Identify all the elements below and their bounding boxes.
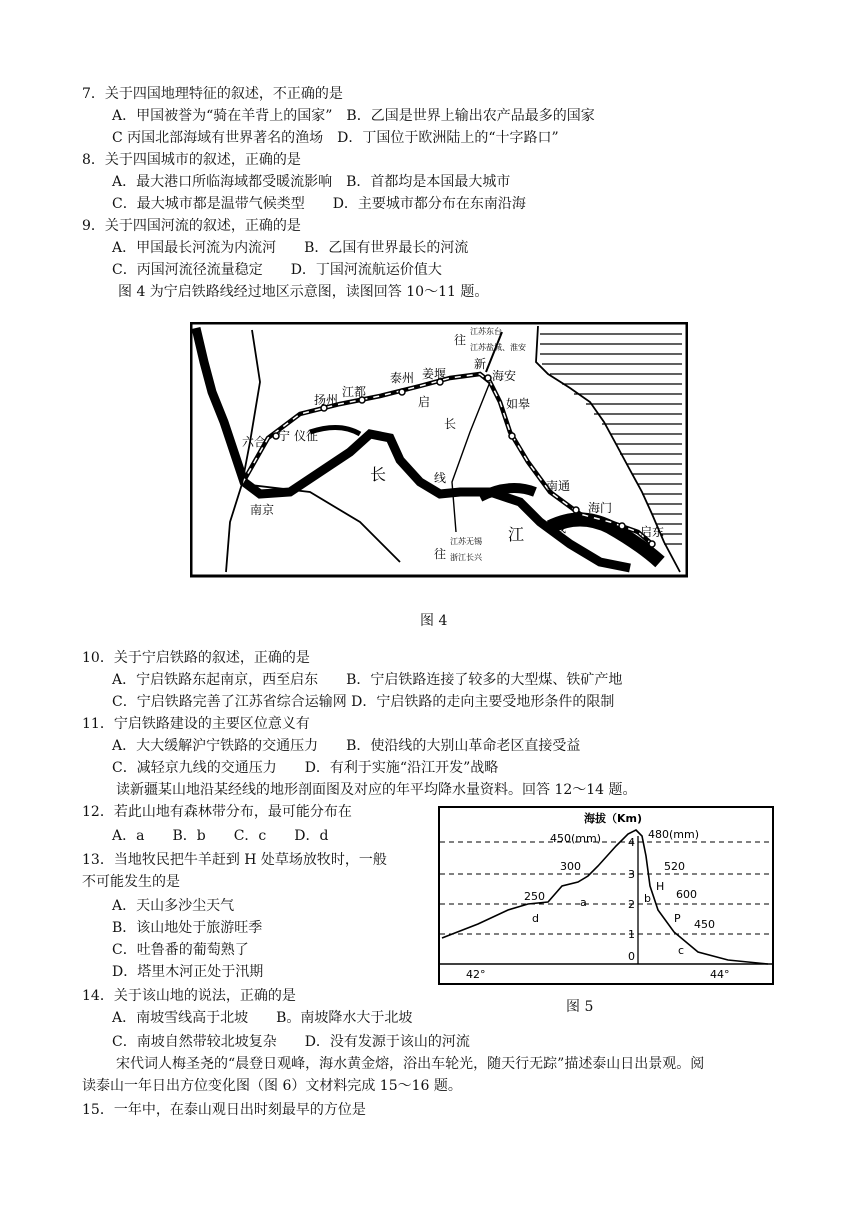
- fig5-precip-480: 480(mm): [648, 828, 700, 841]
- fig5-ytick-4: 4: [628, 836, 635, 849]
- label-xin: 新: [474, 357, 487, 371]
- q11-options-ab: A．大大缓解沪宁铁路的交通压力 B．使沿线的大别山革命老区直接受益: [112, 738, 581, 754]
- q9-options-cd: C．丙国河流径流量稳定 D．丁国河流航运价值大: [112, 262, 442, 278]
- q7-options-ab: A．甲国被誉为“骑在羊背上的国家” B．乙国是世界上输出农产品最多的国家: [112, 108, 595, 124]
- q10-options-ab: A．宁启铁路东起南京，西至启东 B．宁启铁路连接了较多的大型煤、铁矿产地: [112, 672, 623, 688]
- q11-options-cd: C．减轻京九线的交通压力 D．有利于实施“沿江开发”战略: [112, 760, 499, 776]
- q10-options-cd: C．宁启铁路完善了江苏省综合运输网 D．宁启铁路的走向主要受地形条件的限制: [112, 694, 615, 710]
- q13-option-c: C．吐鲁番的葡萄熟了: [112, 942, 249, 958]
- intro-fig5: 读新疆某山地沿某经线的地形剖面图及对应的年平均降水量资料。回答 12～14 题。: [116, 782, 637, 798]
- label-south-dest1: 江苏无锡: [450, 537, 482, 546]
- fig5-ytick-0: 0: [628, 950, 635, 963]
- figure-5-terrain-profile: [438, 806, 774, 986]
- fig5-label-c: c: [678, 944, 685, 957]
- fig5-label-d: d: [532, 912, 539, 925]
- q12-stem: 12．若此山地有森林带分布，最可能分布在: [82, 804, 352, 820]
- label-qi: 启: [418, 395, 431, 409]
- q15-stem: 15．一年中，在泰山观日出时刻最早的方位是: [82, 1102, 366, 1118]
- label-ning: 宁: [278, 429, 291, 443]
- q11-stem: 11．宁启铁路建设的主要区位意义有: [82, 716, 310, 732]
- fig5-precip-600: 600: [676, 888, 697, 901]
- fig5-title: 海拔（Km): [584, 812, 643, 825]
- q14-stem: 14．关于该山地的说法，正确的是: [82, 988, 296, 1004]
- q13-option-d: D．塔里木河正处于汛期: [112, 964, 264, 980]
- q9-stem: 9．关于四国河流的叙述，正确的是: [82, 218, 301, 234]
- intro-fig4: 图 4 为宁启铁路线经过地区示意图，读图回答 10～11 题。: [118, 284, 489, 300]
- label-north-dest: 江苏盐城、淮安: [470, 343, 526, 352]
- fig5-precip-520: 520: [664, 860, 685, 873]
- q13-stem: 13．当地牧民把牛羊赶到 H 处草场放牧时，一般: [82, 852, 387, 868]
- label-yizheng: 仪征: [294, 429, 319, 443]
- taishan-paragraph-line2: 读泰山一年日出方位变化图（图 6）文材料完成 15～16 题。: [82, 1078, 462, 1094]
- label-chang-vertical: 长: [444, 417, 457, 431]
- label-taizhou: 泰州: [390, 371, 415, 385]
- label-jiangdu: 江都: [342, 385, 367, 399]
- fig5-x-left: 42°: [466, 968, 486, 981]
- fig5-label-b: b: [644, 892, 651, 905]
- q8-options-cd: C．最大城市都是温带气候类型 D．主要城市都分布在东南沿海: [112, 196, 526, 212]
- q12-options: A．a B．b C．c D．d: [112, 828, 329, 844]
- fig5-ytick-1: 1: [628, 928, 635, 941]
- q7-options-cd: C 丙国北部海域有世界著名的渔场 D．丁国位于欧洲陆上的“十字路口”: [112, 130, 559, 146]
- label-chang-river: 长: [370, 465, 387, 484]
- label-nantong: 南通: [546, 479, 571, 493]
- figure-4-caption: 图 4: [420, 613, 448, 629]
- label-nanjing: 南京: [250, 503, 275, 517]
- q13-option-b: B．该山地处于旅游旺季: [112, 920, 263, 936]
- label-haimen: 海门: [588, 501, 613, 515]
- figure-4-railway-map: [190, 322, 688, 578]
- q8-options-ab: A．最大港口所临海域都受暖流影响 B．首都均是本国最大城市: [112, 174, 511, 190]
- label-jiangyan: 姜堰: [422, 367, 447, 381]
- label-jiang-river: 江: [508, 525, 525, 544]
- q13-option-a: A．天山多沙尘天气: [112, 898, 235, 914]
- label-south-dest2: 浙江长兴: [450, 553, 482, 562]
- fig5-ytick-3: 3: [628, 868, 635, 881]
- q13-stem-cont: 不可能发生的是: [82, 874, 180, 890]
- label-to-north: 往: [454, 333, 467, 347]
- fig5-precip-450-left: 450(mm): [550, 832, 602, 845]
- fig5-x-right: 44°: [710, 968, 730, 981]
- fig5-precip-300: 300: [560, 860, 581, 873]
- label-xian: 线: [434, 471, 447, 485]
- label-qidong: 启东: [640, 525, 665, 539]
- label-yangzhou: 扬州: [314, 393, 339, 407]
- label-to-south: 往: [434, 547, 447, 561]
- fig5-ytick-2: 2: [628, 898, 635, 911]
- fig5-label-H: H: [656, 880, 665, 893]
- label-north-top: 江苏东台: [470, 327, 502, 336]
- q7-stem: 7．关于四国地理特征的叙述，不正确的是: [82, 86, 343, 102]
- taishan-paragraph-line1: 宋代词人梅圣尧的“晨登日观峰，海水黄金熔，浴出车轮光，随天行无踪”描述泰山日出景观。阅: [116, 1056, 705, 1072]
- q10-stem: 10．关于宁启铁路的叙述，正确的是: [82, 650, 310, 666]
- label-xian2: 线: [554, 521, 567, 535]
- fig5-precip-450-right: 450: [694, 918, 715, 931]
- q9-options-ab: A．甲国最长河流为内流河 B．乙国有世界最长的河流: [112, 240, 469, 256]
- fig5-label-a: a: [580, 896, 587, 909]
- label-liuhe: 六合: [242, 435, 267, 449]
- q14-options-cd: C．南坡自然带较北坡复杂 D．没有发源于该山的河流: [112, 1034, 470, 1050]
- fig5-label-P: P: [674, 912, 681, 925]
- fig5-precip-250: 250: [524, 890, 545, 903]
- q14-options-ab: A．南坡雪线高于北坡 B。南坡降水大于北坡: [112, 1010, 413, 1026]
- figure-5-caption: 图 5: [566, 999, 594, 1015]
- label-rugao: 如皋: [506, 397, 531, 411]
- q8-stem: 8．关于四国城市的叙述，正确的是: [82, 152, 301, 168]
- label-haian: 海安: [492, 369, 517, 383]
